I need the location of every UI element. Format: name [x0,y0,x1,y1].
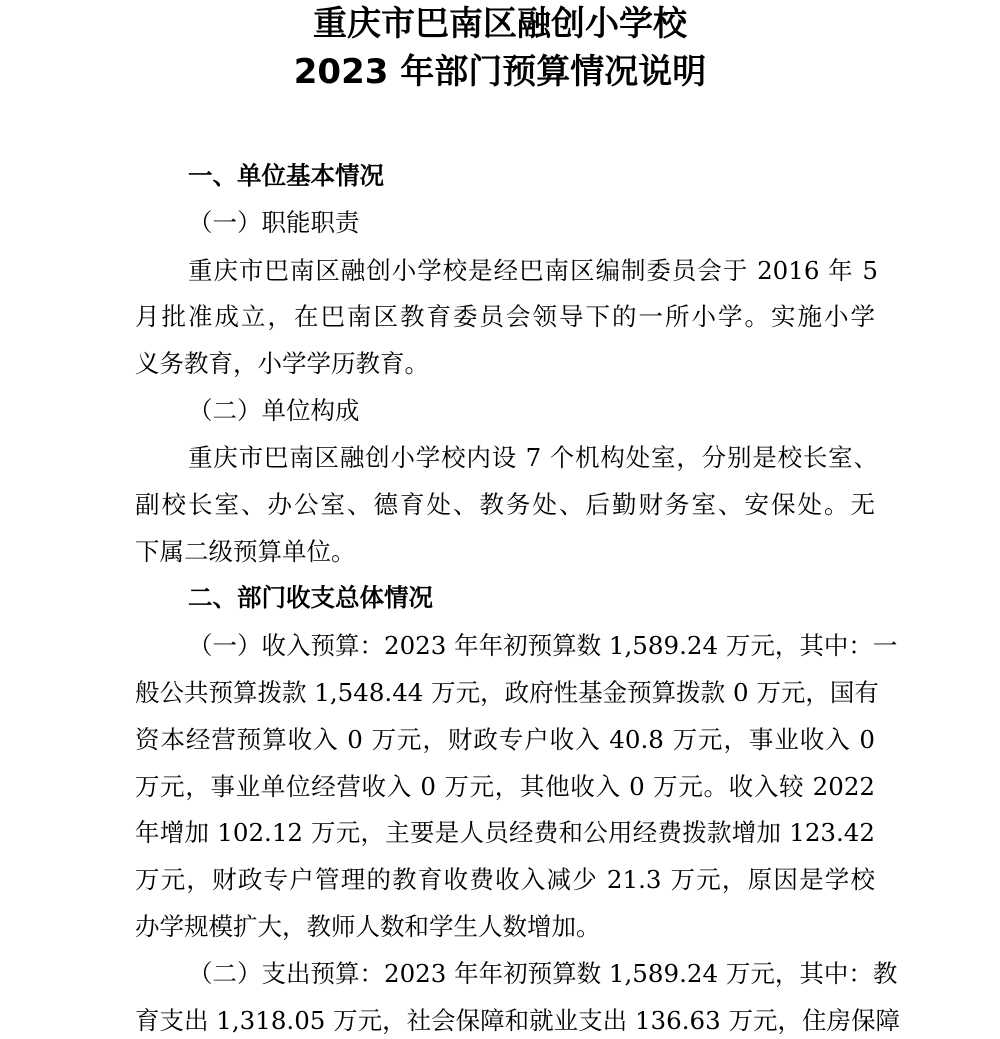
income-first-line-text: 2023 年年初预算数 1,589.24 万元，其中：一 [384,631,898,660]
paragraph-line: 义务教育，小学学历教育。 [135,349,429,378]
paragraph-line: 副校长室、办公室、德育处、教务处、后勤财务室、安保处。无 [135,490,875,519]
expense-first-line [188,959,898,989]
section2-heading: 二、部门收支总体情况 [188,583,433,612]
paragraph-line: 万元，财政专户管理的教育收费收入减少 21.3 万元，原因是学校 [135,865,875,894]
section1-sub1-heading: （一）职能职责 [188,208,360,237]
paragraph-line: 下属二级预算单位。 [135,537,356,566]
paragraph-line: 年增加 102.12 万元，主要是人员经费和公用经费拨款增加 123.42 [135,818,875,847]
paragraph-line: 般公共预算拨款 1,548.44 万元，政府性基金预算拨款 0 万元，国有 [135,678,879,707]
paragraph-line: 月批准成立，在巴南区教育委员会领导下的一所小学。实施小学 [135,302,875,331]
section1-sub2-heading: （二）单位构成 [188,396,360,425]
paragraph-line: 资本经营预算收入 0 万元，财政专户收入 40.8 万元，事业收入 0 [135,725,875,754]
paragraph-line: 重庆市巴南区融创小学校是经巴南区编制委员会于 2016 年 5 [188,256,878,285]
paragraph-line: 万元，事业单位经营收入 0 万元，其他收入 0 万元。收入较 2022 [135,772,875,801]
section1-heading: 一、单位基本情况 [188,161,384,190]
paragraph-line: 重庆市巴南区融创小学校内设 7 个机构处室，分别是校长室、 [188,443,878,472]
income-first-line [188,631,898,661]
paragraph-line: 育支出 1,318.05 万元，社会保障和就业支出 136.63 万元，住房保障 [135,1006,900,1035]
expense-first-line-text: 2023 年年初预算数 1,589.24 万元，其中：教 [384,959,898,988]
document-title-line1: 重庆市巴南区融创小学校 [313,4,687,44]
document-title-line2: 2023 年部门预算情况说明 [293,52,707,92]
expense-label: （二）支出预算： [188,959,384,988]
paragraph-line: 办学规模扩大，教师人数和学生人数增加。 [135,912,601,941]
income-label: （一）收入预算： [188,631,384,660]
